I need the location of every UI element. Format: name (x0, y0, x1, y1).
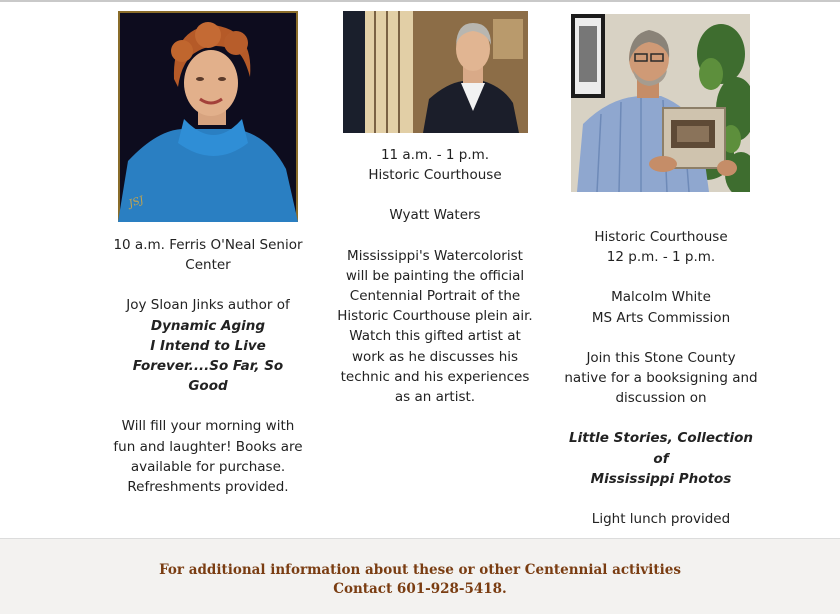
contact-footer (0, 538, 840, 614)
event3-desc-2: native for a booksigning and (564, 370, 758, 387)
event2-desc-3: Centennial Portrait of the (349, 288, 521, 305)
event2-desc-7: technic and his experiences (340, 368, 530, 385)
top-divider (0, 0, 840, 2)
event2-artist-name: Wyatt Waters (389, 207, 481, 224)
photo-joy-sloan-jinks (118, 11, 298, 222)
event2-desc-8: as an artist. (394, 389, 476, 406)
event1-desc-4: Refreshments provided. (127, 479, 289, 496)
event1-desc-2: fun and laughter! Books are (113, 438, 303, 455)
event2-desc-1: Mississippi's Watercolorist (347, 247, 523, 264)
photo-malcolm-white (571, 14, 750, 192)
event1-desc-1: Will fill your morning with (121, 418, 295, 435)
event3-speaker-name: Malcolm White (611, 289, 711, 306)
event3-book-title-2: Mississippi Photos (590, 470, 732, 487)
event-column-3 (561, 227, 761, 529)
event3-desc-3: discussion on (615, 390, 707, 407)
event1-time-location: 10 a.m. Ferris O'Neal Senior (113, 237, 303, 253)
event-column-2 (335, 145, 535, 407)
event2-time: 11 a.m. - 1 p.m. (380, 147, 490, 163)
event2-desc-5: Watch this gifted artist at (349, 328, 521, 345)
event2-desc-4: Historic Courthouse plein air. (337, 308, 533, 325)
event1-location-cont: Center (185, 257, 231, 274)
event1-book-title-2b: Forever....So Far, So (132, 358, 284, 375)
event1-speaker: Joy Sloan Jinks author of (126, 297, 290, 314)
event2-desc-2: will be painting the official (345, 267, 525, 284)
event2-location: Historic Courthouse (368, 167, 502, 184)
event2-desc-6: work as he discusses his (351, 348, 519, 365)
event3-lunch-note: Light lunch provided (591, 511, 731, 528)
event1-book-title-2c: Good (188, 378, 228, 395)
event3-organization: MS Arts Commission (591, 309, 731, 326)
photo-signature: JSJ (127, 194, 146, 210)
event3-location: Historic Courthouse (594, 229, 728, 245)
footer-info-text: For additional information about these or other Centennial activities (159, 562, 681, 578)
footer-contact-phone: Contact 601-928-5418. (333, 581, 507, 597)
event-column-1 (108, 235, 308, 497)
event1-desc-3: available for purchase. (130, 458, 286, 475)
event1-book-title-2a: I Intend to Live (150, 337, 266, 354)
event3-time: 12 p.m. - 1 p.m. (606, 249, 716, 266)
event3-book-title-1: Little Stories, Collection of (569, 430, 753, 467)
event3-desc-1: Join this Stone County (586, 349, 736, 366)
event1-book-title-1: Dynamic Aging (150, 317, 266, 334)
photo-wyatt-waters (343, 11, 528, 133)
